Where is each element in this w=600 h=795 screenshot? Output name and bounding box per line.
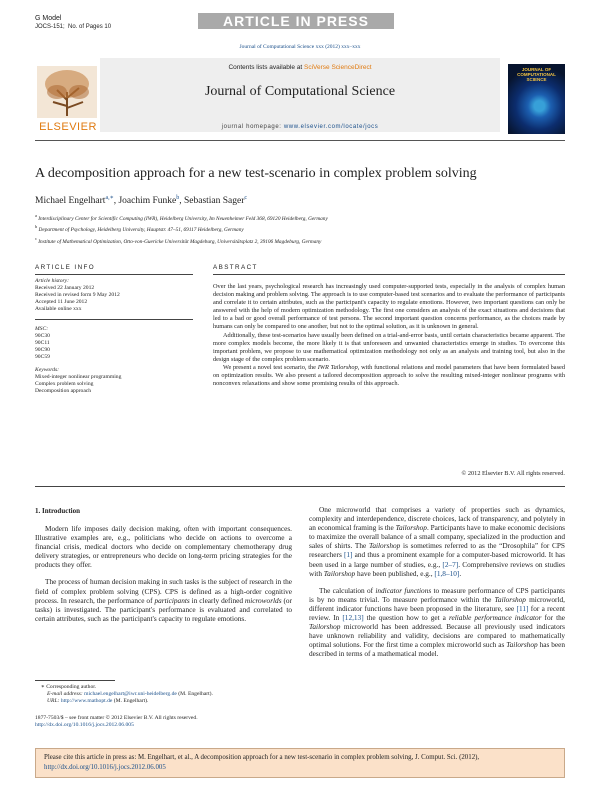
journal-banner — [35, 58, 565, 140]
elsevier-logo — [35, 62, 101, 134]
body-paragraph: One microworld that comprises a variety of properties such as dynamics, complexity and interdependence, discrete choices, lack of transparency, and polytely in an economical framing is the Tailorshop. Participants have to make economic decisions to maximize the overall balance of a small company, specialized in the production and sales of shirts. The Tailorshop is sometimes referred to as the “Drosophila” for CPS researchers [1] and thus a prominent example for a computer-based microworld. It has been used in a large number of studies, e.g., [2–7]. Comprehensive reviews on studies with Tailorshop have been published, e.g., [1,8–10]. — [309, 505, 566, 578]
homepage-link[interactable]: www.elsevier.com/locate/jocs — [283, 124, 379, 130]
homepage-label: journal homepage: — [221, 124, 282, 130]
affiliation: $^a$ Interdisciplinary Center for Scientific Computing (IWR), Heidelberg University, Im Neuenheimer Feld 368, 69120 Heidelberg, Germany — [35, 213, 328, 222]
body-column-right — [309, 505, 565, 659]
sciencedirect-link[interactable]: SciVerse ScienceDirect — [303, 64, 372, 71]
paper-title: A decomposition approach for a new test-scenario in complex problem solving — [35, 166, 477, 181]
section-heading-introduction: 1. Introduction — [35, 507, 80, 515]
article-info-heading: ARTICLE INFO — [35, 264, 96, 271]
email-link[interactable]: michael.engelhart@iwr.uni-heidelberg.de — [84, 691, 177, 698]
reference-link[interactable]: [11] — [516, 603, 529, 613]
copyright-notice: © 2012 Elsevier B.V. All rights reserved. — [461, 470, 565, 477]
reference-link[interactable]: [12,13] — [342, 613, 364, 623]
article-info — [35, 278, 193, 395]
history-item: Accepted 11 June 2012 — [35, 299, 88, 305]
msc-list — [35, 333, 193, 361]
msc-code: 90C30 — [35, 332, 50, 339]
citation-text: Please cite this article in press as: M. Engelhart, et al., A decomposition approach for a new test-scenario in complex problem solving, J. Comput. Sci. (2012), — [44, 754, 480, 761]
reference-link[interactable]: [1] — [343, 550, 353, 560]
manuscript-code — [35, 15, 111, 31]
corresponding-author-note: ∗ Corresponding author. — [41, 684, 97, 690]
issn-notice — [35, 715, 295, 729]
keyword: Complex problem solving — [35, 380, 94, 387]
author-affiliation-marker[interactable]: b — [176, 195, 180, 201]
page-count: No. of Pages 10 — [68, 24, 112, 30]
author-list: Michael Engelhart$^{a,∗}$, Joachim Funke$^b$, Sebastian Sager$^c$ — [35, 195, 248, 207]
abstract-paragraph: Over the last years, psychological research has increasingly used computer-supported tests, especially in the analysis of complex human decision making and problem solving. The approach is to use computer-based test scenarios and to evaluate the performance of participants and correlate it to certain attributes, such as the participant's capacity to regulate emotions. However, two important questions can only be answered with the help of modern optimization methodology. The first one considers an analysis of the exact situations and decisions that led to a bad or good overall performance of test persons. The second important question concerns performance, as the choices made by humans can only be compared to one another, but not to the optimal solution, as it is unknown in general. — [213, 283, 565, 331]
footnotes: ∗ Corresponding author. E-mail address: michael.engelhart@iwr.uni-heidelberg.de (M. Engelhart). URL: http://www.mathopt.de (M. Engelhart). — [35, 684, 295, 706]
article-info-divider — [35, 274, 193, 275]
msc-label: MSC: — [35, 325, 49, 332]
keyword-list — [35, 374, 193, 395]
history-label: Article history: — [35, 278, 70, 284]
author-name: Joachim Funke — [118, 196, 177, 207]
msc-code: 90C90 — [35, 346, 50, 353]
msc-code: 90C59 — [35, 353, 50, 360]
journal-title: Journal of Computational Science — [204, 84, 396, 99]
abstract-divider — [213, 274, 565, 275]
citation-box — [35, 748, 565, 778]
history-item: Received 22 January 2012 — [35, 285, 95, 291]
journal-citation[interactable]: Journal of Computational Science xxx (2012) xxx–xxx — [239, 44, 361, 50]
info-divider — [35, 319, 193, 320]
banner-divider — [35, 140, 565, 141]
affiliation: $^b$ Department of Psychology, Heidelberg University, Hauptstr. 47–51, 69117 Heidelberg, Germany — [35, 224, 244, 234]
front-matter-divider — [35, 486, 565, 487]
body-paragraph: The process of human decision making in such tasks is the subject of research in the field of complex problem solving (CPS). CPS is defined as a high-order cognitive process. In research, the performance of participants in clearly defined microworlds (or tasks) is investigated. The participant's performance is evaluated and correlated to certain attributes, such as the participant's capacity to regulate emotions. — [35, 577, 293, 623]
abstract-paragraph: Additionally, these test-scenarios have usually been defined on a trial-and-error basis, until certain characteristics became apparent. The more complex models become, the more likely it is that unforeseen and unwanted characteristics emerge in studies. To overcome this important problem, we propose to use mathematical optimization methodology not only as an analysis and training tool, but also in the design stage of the complex problem scenario. — [213, 331, 565, 363]
keywords-label: Keywords: — [35, 366, 60, 373]
affiliation-list — [35, 212, 565, 246]
issn-line: 1877-7503/$ – see front matter © 2012 Elsevier B.V. All rights reserved. — [35, 715, 198, 721]
abstract-paragraph: We present a novel test scenario, the IWR Tailorshop, with functional relations and model parameters that have been formulated based on optimization results. We also present a tailored decomposition approach to solve the resulting mixed-integer nonlinear programs with nonconvex relaxations and show some promising results of this approach. — [213, 363, 565, 388]
history-list — [35, 285, 193, 313]
msc-code: 90C11 — [35, 339, 50, 346]
history-item: Received in revised form 9 May 2012 — [35, 292, 120, 298]
author-name: Michael Engelhart — [35, 196, 106, 207]
body-paragraph: Modern life imposes daily decision making, often with important consequences. Illustrative examples are, e.g., politicians who decide on actions to overcome a financial crisis, medical doctors who decide on complementary chemotherapy drug delivery strategies, or entrepreneurs who decide on long-term pricing strategies for the products they offer. — [35, 524, 292, 570]
keyword: Mixed-integer nonlinear programming — [35, 373, 122, 380]
article-in-press-banner: ARTICLE IN PRESS — [198, 13, 394, 29]
doi-link[interactable]: http://dx.doi.org/10.1016/j.jocs.2012.06.005 — [35, 722, 134, 729]
footnote-divider — [35, 680, 115, 681]
citation-doi-link[interactable]: http://dx.doi.org/10.1016/j.jocs.2012.06.005 — [44, 764, 166, 771]
abstract-heading: ABSTRACT — [213, 264, 258, 271]
cover-title: JOURNAL OF COMPUTATIONAL SCIENCE — [517, 67, 556, 82]
history-item: Available online xxx — [35, 306, 82, 312]
abstract-body — [213, 283, 565, 388]
reference-link[interactable]: [2–7] — [442, 559, 459, 569]
journal-info-panel — [100, 58, 500, 132]
journal-cover-image — [508, 64, 565, 134]
affiliation: $^c$ Institute of Mathematical Optimization, Otto-von-Guericke Universität Magdeburg, Universitätsplatz 2, 39106 Magdeburg, Germany — [35, 235, 322, 245]
body-column-left — [35, 524, 292, 623]
contents-prefix: Contents lists available at — [228, 64, 303, 71]
journal-code: JOCS-151; — [35, 24, 65, 30]
homepage-url-link[interactable]: http://www.mathopt.de — [60, 698, 113, 705]
reference-link[interactable]: [1,8–10] — [434, 568, 460, 578]
author-name: Sebastian Sager — [183, 196, 245, 207]
gmodel-label: G Model — [35, 15, 62, 22]
body-paragraph: The calculation of indicator functions to measure performance of CPS participants is by no means trivial. To measure performance within the Tailorshop microworld, different indicator functions have been proposed in the literature, see [11] for a recent review. In [12,13] the question how to get a reliable performance indicator for the Tailorshop microworld has been addressed. Because all previously used indicators have unknown reliability and validity, decisions are compared to mathematically optimal solutions. For the first time a complex microworld such as Tailorshop has been described in terms of a mathematical model. — [309, 585, 565, 659]
author-affiliation-marker[interactable]: a,∗ — [105, 195, 114, 201]
author-affiliation-marker[interactable]: c — [244, 195, 248, 201]
keyword: Decomposition approach — [35, 387, 92, 394]
publisher-name: ELSEVIER — [39, 121, 97, 133]
